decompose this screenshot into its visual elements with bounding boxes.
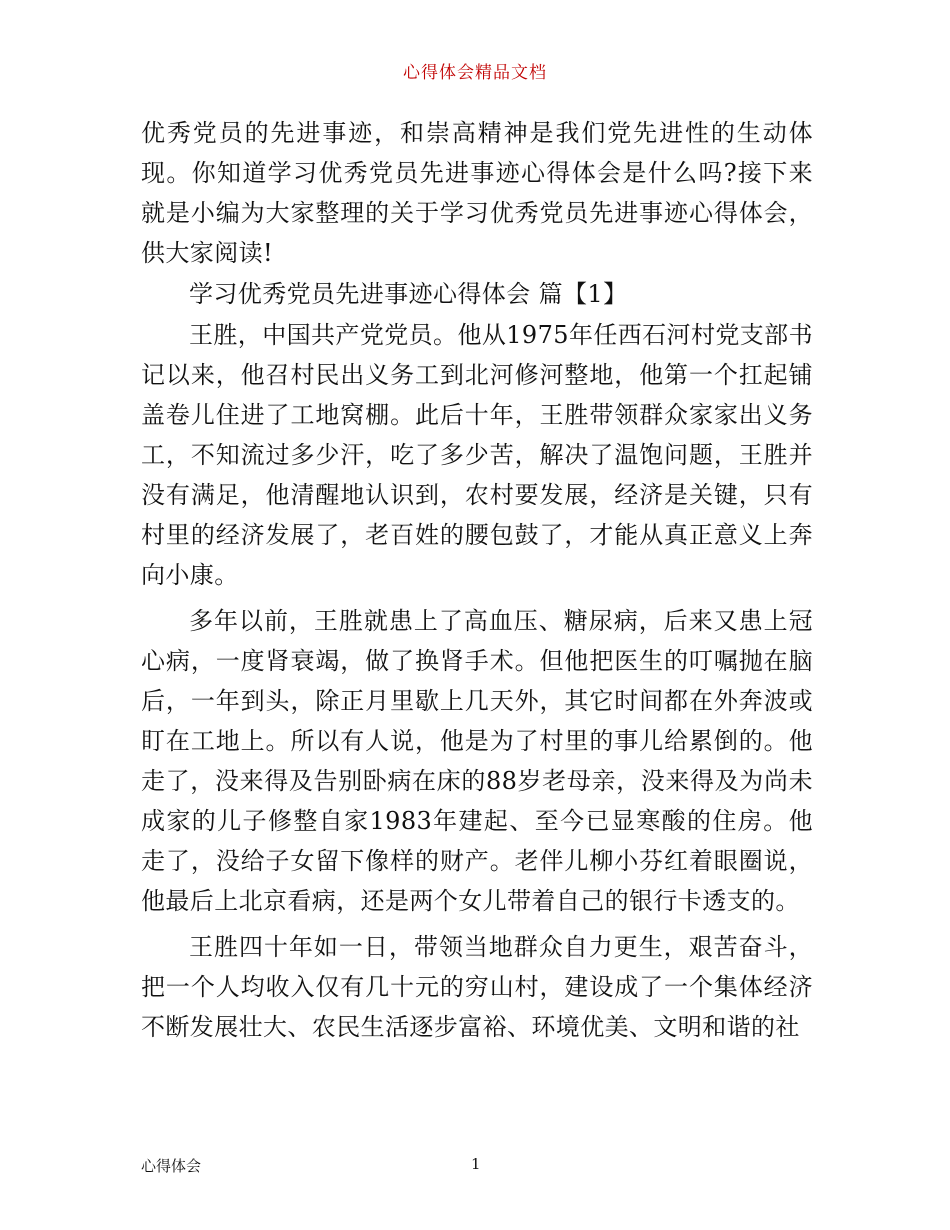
page-header: 心得体会精品文档	[403, 63, 547, 83]
section-title: 学习优秀党员先进事迹心得体会 篇【1】	[189, 280, 628, 308]
body-paragraph: 王胜，中国共产党党员。他从1975年任西石河村党支部书记以来，他召村民出义务工到北河修河整地，他第一个扛起铺盖卷儿住进了工地窝棚。此后十年，王胜带领群众家家出义务工，不知流过多少汗，吃了多少苦，解决了温饱问题，王胜并没有满足，他清醒地认识到，农村要发展，经济是关键，只有村里的经济发展了，老百姓的腰包鼓了，才能从真正意义上奔向小康。	[141, 321, 813, 589]
page-number: 1	[471, 1155, 481, 1173]
body-paragraph: 王胜四十年如一日，带领当地群众自力更生，艰苦奋斗，把一个人均收入仅有几十元的穷山村，建设成了一个集体经济不断发展壮大、农民生活逐步富裕、环境优美、文明和谐的社	[141, 933, 813, 1041]
body-paragraph: 多年以前，王胜就患上了高血压、糖尿病，后来又患上冠心病，一度肾衰竭，做了换肾手术。但他把医生的叮嘱抛在脑后，一年到头，除正月里歇上几天外，其它时间都在外奔波或盯在工地上。所以有人说，他是为了村里的事儿给累倒的。他走了，没来得及告别卧病在床的88岁老母亲，没来得及为尚未成家的儿子修整自家1983年建起、至今已显寒酸的住房。他走了，没给子女留下像样的财产。老伴儿柳小芬红着眼圈说，他最后上北京看病，还是两个女儿带着自己的银行卡透支的。	[141, 607, 813, 915]
document-body	[141, 113, 813, 1047]
footer-label: 心得体会	[141, 1157, 202, 1175]
intro-paragraph: 优秀党员的先进事迹，和崇高精神是我们党先进性的生动体现。你知道学习优秀党员先进事迹心得体会是什么吗?接下来就是小编为大家整理的关于学习优秀党员先进事迹心得体会，供大家阅读!	[141, 119, 813, 267]
